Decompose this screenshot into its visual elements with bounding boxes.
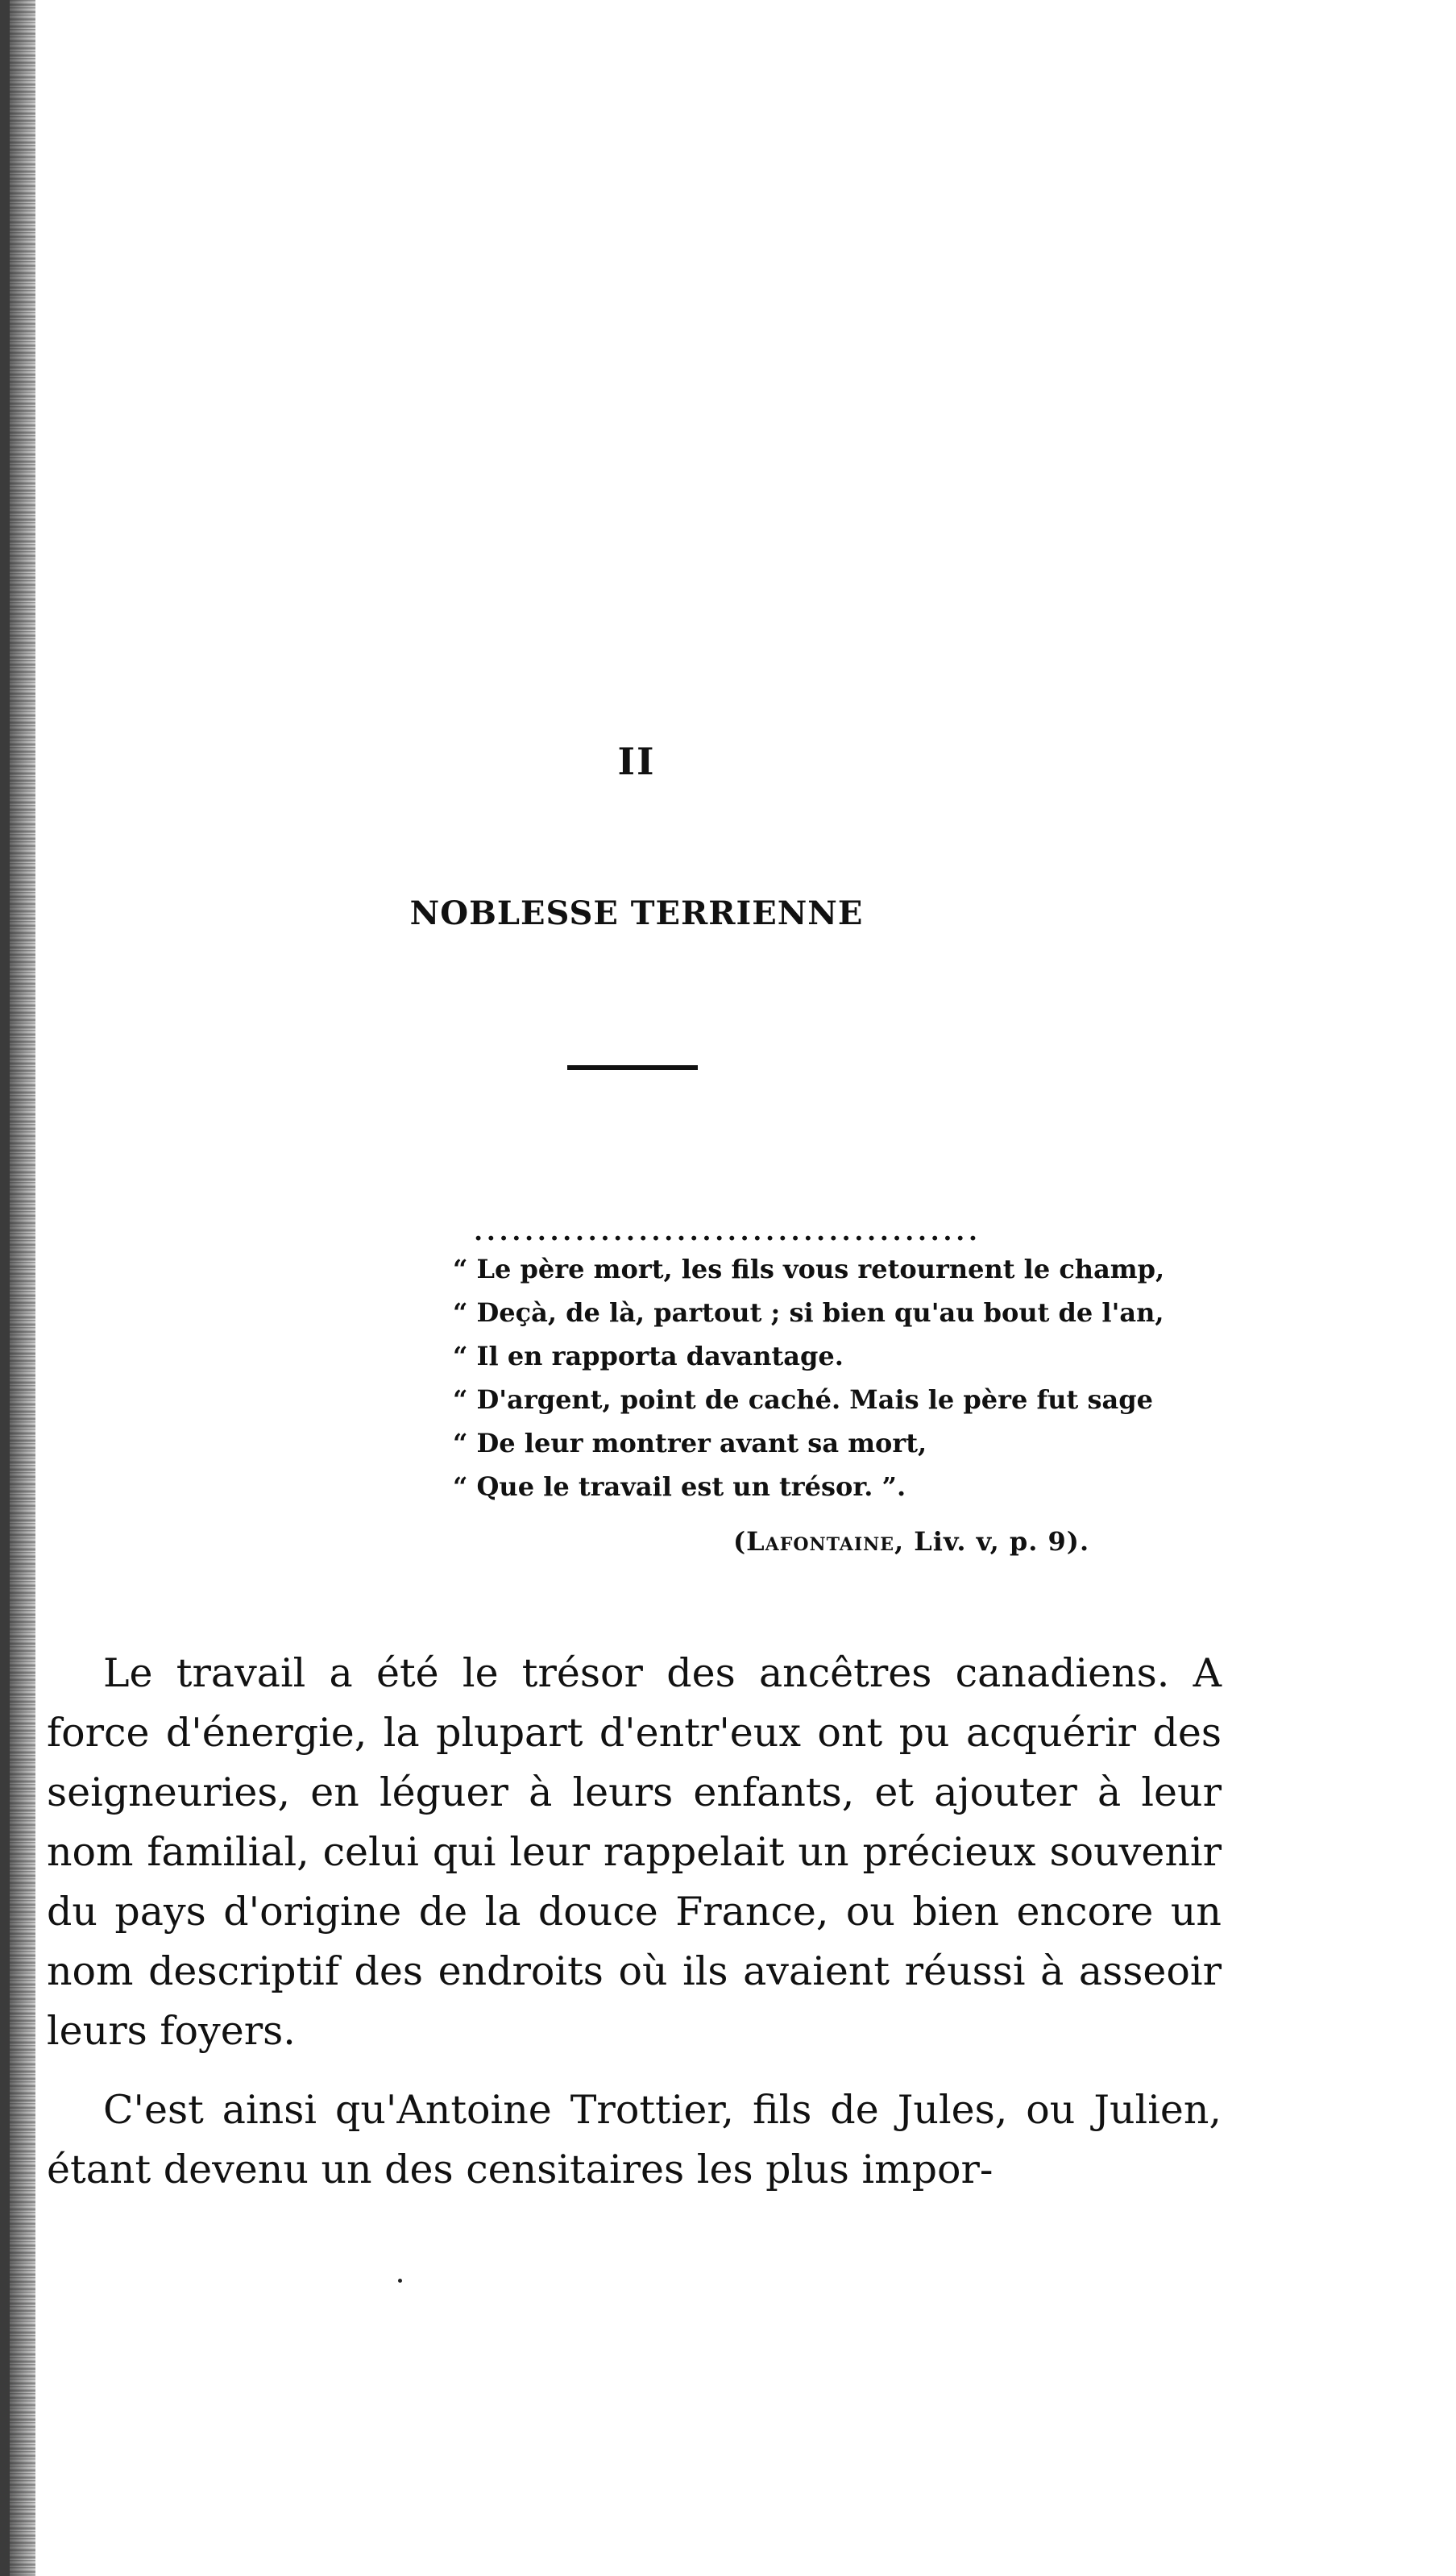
epigraph-line: “ D'argent, point de caché. Mais le père fut sage: [453, 1384, 1153, 1415]
paragraph: C'est ainsi qu'Antoine Trottier, fils de Jules, ou Julien, étant devenu un des censitaires les plus impor-: [47, 2087, 1222, 2192]
attribution-reference: , Liv. v, p. 9).: [894, 1526, 1090, 1557]
epigraph-line: “ Deçà, de là, partout ; si bien qu'au bout de l'an,: [453, 1297, 1164, 1328]
attribution-author: Lafontaine: [746, 1526, 895, 1557]
scan-speck: [398, 2279, 402, 2283]
epigraph-line: “ De leur montrer avant sa mort,: [453, 1428, 927, 1458]
epigraph-line: “ Que le travail est un trésor. ”.: [453, 1471, 906, 1502]
chapter-title: NOBLESSE TERRIENNE: [409, 894, 864, 932]
epigraph-line: “ Le père mort, les fils vous retournent le champ,: [453, 1254, 1165, 1284]
title-rule: [567, 1065, 698, 1070]
scanned-binding-edge: [0, 0, 35, 2576]
epigraph-line: “ Il en rapporta davantage.: [453, 1341, 844, 1371]
epigraph-attribution: [733, 1526, 1231, 1557]
epigraph-ellipsis: ........................................: [474, 1216, 981, 1247]
paragraph: Le travail a été le trésor des ancêtres canadiens. A force d'énergie, la plupart d'entr'eux ont pu acquérir des seigneuries, en léguer à leurs enfants, et ajouter à leur nom familial, celui qui leur rappelait un précieux souvenir du pays d'origine de la douce France, ou bien encore un nom descriptif des endroits où ils avaient réussi à asseoir leurs foyers.: [47, 1650, 1222, 2054]
attribution-open: (: [733, 1526, 747, 1557]
body-text: [47, 1644, 1222, 2219]
chapter-number: II: [617, 740, 656, 783]
epigraph: [442, 1215, 1231, 1557]
